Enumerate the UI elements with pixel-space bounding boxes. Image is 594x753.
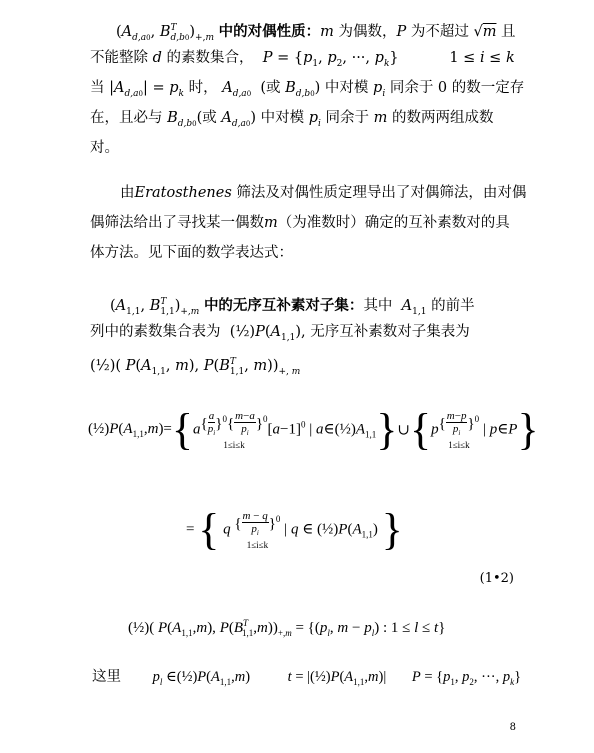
equation-2-range: 1≤i≤k	[246, 539, 269, 550]
subset-title: 中的无序互补素对子集：	[203, 297, 364, 314]
paragraph-1-line-5: 对。	[90, 140, 119, 156]
union-symbol: ∪	[397, 422, 410, 439]
property-text: m 为偶数，P 为不超过 √m 且	[320, 24, 516, 40]
page-number: 8	[509, 722, 516, 733]
paragraph-2-line-1: 由Eratosthenes 筛法及对偶性质定理导出了对偶筛法，由对偶	[120, 185, 527, 201]
equation-1: $(\frac{1}{2})P(A_{1,1},m)=\{a${ $\frac{a}{p_i}$ }$^0${ $\frac{m-a}{p_i}$ }$^0$ 1≤i≤k $[a-1]^0$ | $a\in(\frac{1}{2})A_{1,1}\}\cup\{p${ $\frac{m-p}{p_i}$ }$^0$ 1≤i≤k | p∈P}	[88, 405, 539, 454]
equation-2: = { q { $\frac{m - q}{p_i}$ }$^0$ 1≤i≤k | q ∈ $(\frac{1}{2})P(A_{1,1})$ }	[186, 505, 403, 554]
paragraph-3-line-2: 列中的素数集合表为 $(\frac{1}{2})P(A_{1,1})$, 无序互补素数对子集表为	[90, 324, 470, 343]
equation-3: (½)( $P(A_{1,1},m)$, $P(B^T_{1,1},m))_{+,m} = \{(p_l$, $m - p_l$) : 1 ≤ l ≤ t}	[128, 618, 446, 638]
equation-1-range: 1≤i≤k	[223, 439, 245, 450]
where-label: 这里	[92, 669, 121, 685]
where-line: 这里 $p_l$ $\in(\frac{1}{2})P(A_{1,1},m) t$ = $|(\frac{1}{2})P(A_{1,1},m)|$ $P = \{p_1$, $p_2$, ···, $p_k$}	[92, 669, 522, 687]
paragraph-3-line-1: ($A_{1,1}$, $B^T_{1,1})_{+,m}$ 中的无序互补素对子集：其中 $A_{1,1}$ 的前半	[110, 297, 475, 317]
property-title: 中的对偶性质：	[218, 23, 321, 40]
paragraph-2-line-2: 偶筛法给出了寻找某一偶数m（为准数时）确定的互补素数对的具	[90, 215, 510, 231]
equation-number: (1•2)	[479, 571, 514, 586]
paragraph-1-line-2: 不能整除 d 的素数集合， $P = \{p_1$, $p_2$, ···, $p_k$} 1 ≤ i ≤ k	[90, 50, 515, 69]
paragraph-1-line-3: 当 $|A_{d,a0}| = p_k$ 时， $A_{d,a0}$ (或 $B_{d,b0}$) 中对模 $p_i$ 同余于 0 的数一定存	[90, 80, 525, 99]
paragraph-1-line-1: ($A_{d,a0}$, $B^T_{d,b0})_{+,m}$ 中的对偶性质：m 为偶数，P 为不超过 √m 且	[116, 23, 516, 43]
paragraph-3-line-3: (½)( $P(A_{1,1}$, m), $P(B^T_{1,1}$, $m))_{+, m}$	[90, 357, 301, 377]
subset-text: 其中 $A_{1,1}$ 的前半	[363, 298, 475, 317]
paragraph-1-line-4: 在，且必与 $B_{d,b0}$(或 $A_{d,a0}$) 中对模 $p_i$ 同余于 m 的数两两组成数	[90, 110, 494, 129]
paragraph-2-line-3: 体方法。见下面的数学表达式：	[90, 245, 293, 261]
